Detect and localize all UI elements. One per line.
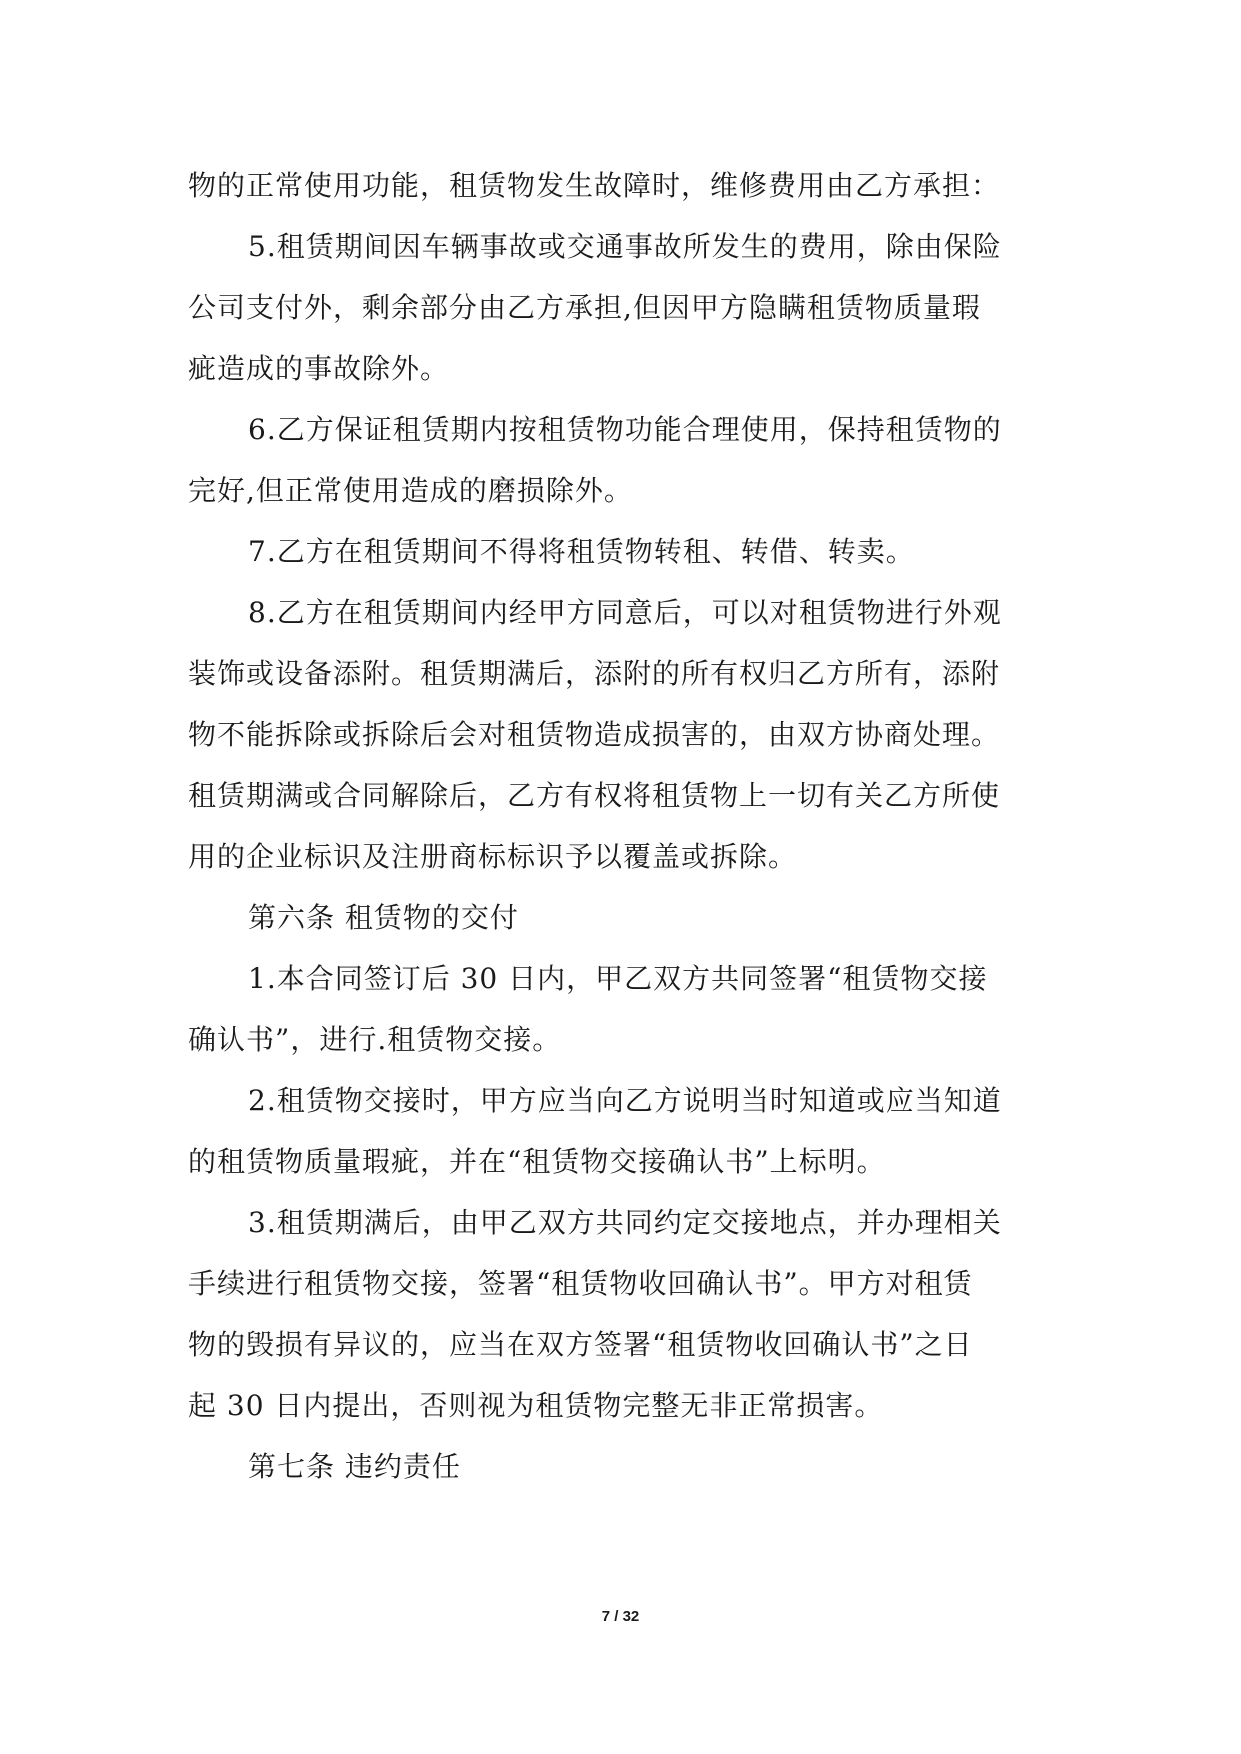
text-line: 的租赁物质量瑕疵，并在“租赁物交接确认书”上标明。 <box>188 1145 886 1178</box>
text-line: 公司支付外，剩余部分由乙方承担,但因甲方隐瞒租赁物质量瑕 <box>188 291 981 324</box>
text-line: 物的正常使用功能，租赁物发生故障时，维修费用由乙方承担： <box>188 169 1001 202</box>
text-line: 物不能拆除或拆除后会对租赁物造成损害的，由双方协商处理。 <box>188 718 1001 751</box>
text-line: 7.乙方在租赁期间不得将租赁物转租、转借、转卖。 <box>248 535 915 568</box>
text-line: 2.租赁物交接时，甲方应当向乙方说明当时知道或应当知道 <box>248 1084 1002 1117</box>
text-line: 6.乙方保证租赁期内按租赁物功能合理使用，保持租赁物的 <box>248 413 1002 446</box>
text-line: 用的企业标识及注册商标标识予以覆盖或拆除。 <box>188 840 798 873</box>
text-line: 租赁期满或合同解除后，乙方有权将租赁物上一切有关乙方所使 <box>188 779 1001 812</box>
document-body <box>188 155 1068 1497</box>
text-line: 确认书”，进行.租赁物交接。 <box>188 1023 562 1056</box>
text-line: 物的毁损有异议的，应当在双方签署“租赁物收回确认书”之日 <box>188 1328 973 1361</box>
text-line: 8.乙方在租赁期间内经甲方同意后，可以对租赁物进行外观 <box>248 596 1002 629</box>
text-line: 3.租赁期满后，由甲乙双方共同约定交接地点，并办理相关 <box>248 1206 1002 1239</box>
section-heading: 第七条 违约责任 <box>248 1450 461 1483</box>
text-line: 手续进行租赁物交接，签署“租赁物收回确认书”。甲方对租赁 <box>188 1267 973 1300</box>
text-line: 1.本合同签订后 30 日内，甲乙双方共同签署“租赁物交接 <box>248 962 988 995</box>
text-line: 疵造成的事故除外。 <box>188 352 450 385</box>
text-line: 起 30 日内提出，否则视为租赁物完整无非正常损害。 <box>188 1389 884 1422</box>
text-line: 5.租赁期间因车辆事故或交通事故所发生的费用，除由保险 <box>248 230 1002 263</box>
text-line: 装饰或设备添附。租赁期满后，添附的所有权归乙方所有，添附 <box>188 657 1001 690</box>
page-number: 7 / 32 <box>601 1608 640 1625</box>
section-heading: 第六条 租赁物的交付 <box>248 901 519 934</box>
text-line: 完好,但正常使用造成的磨损除外。 <box>188 474 633 507</box>
